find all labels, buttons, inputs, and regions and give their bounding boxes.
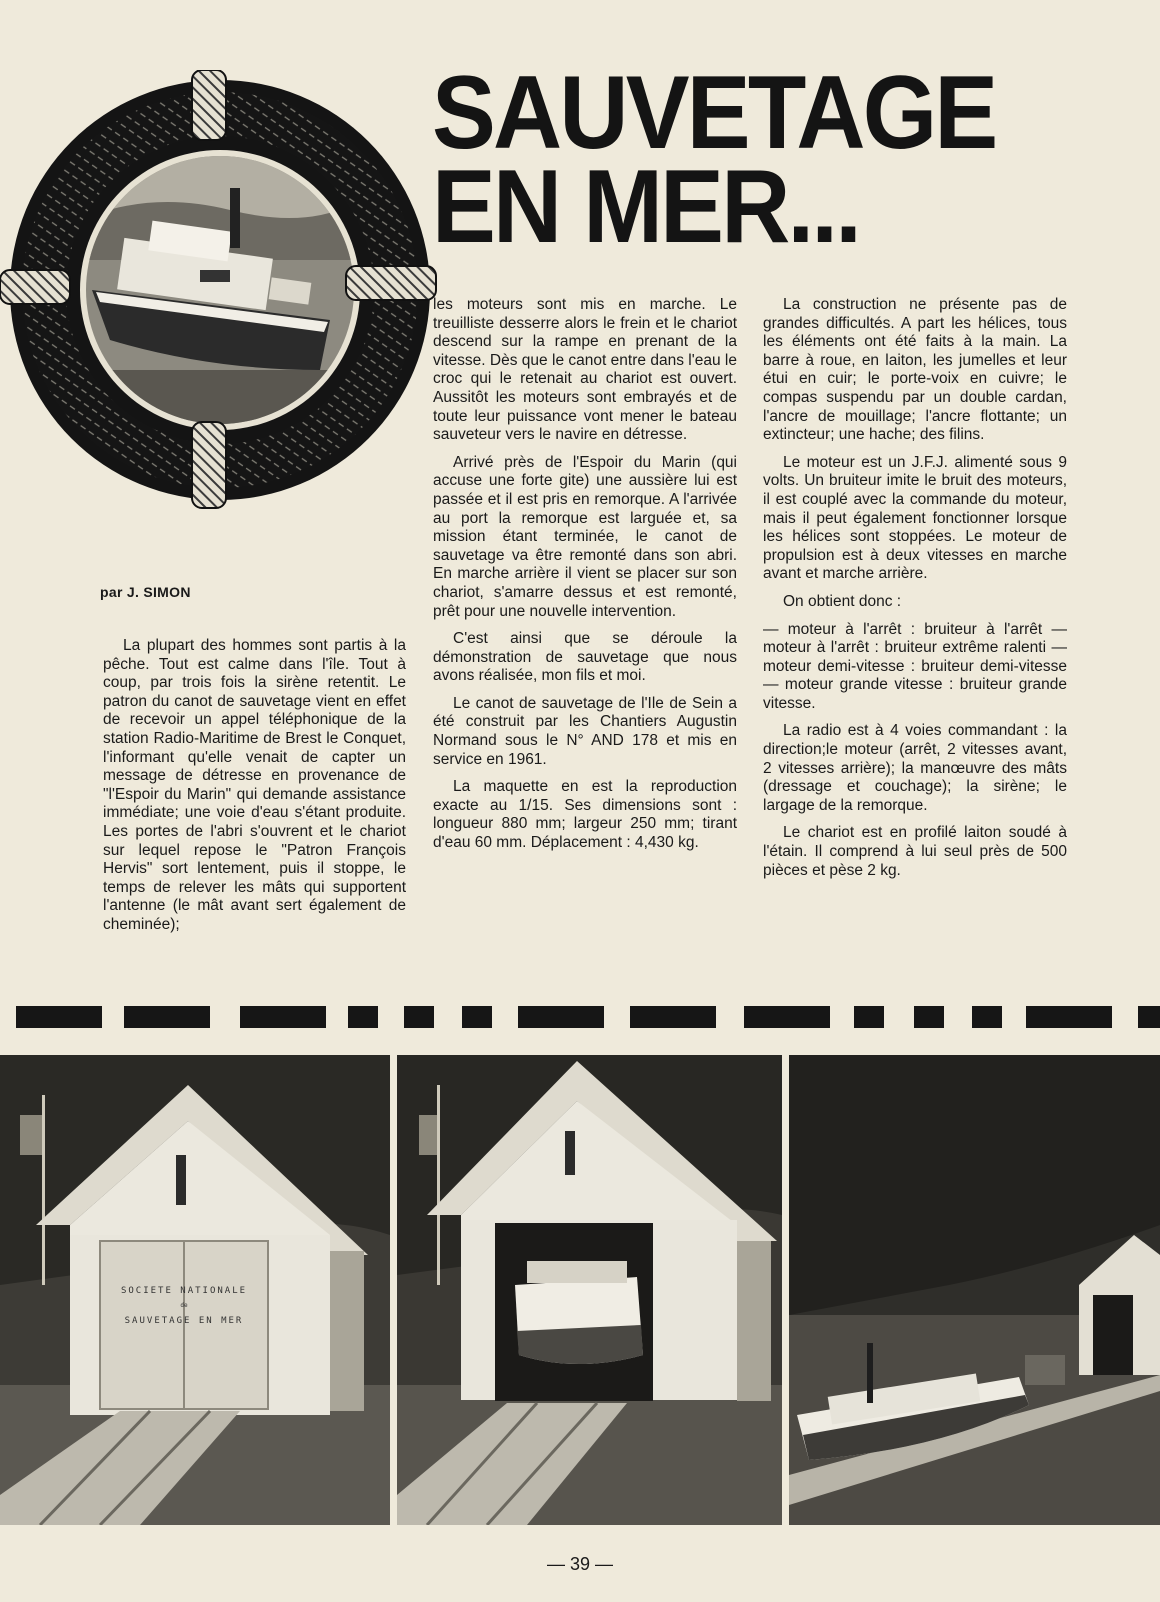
paragraph: Le moteur est un J.F.J. alimenté sous 9 volts. Un bruiteur imite le bruit des moteurs, il est couplé avec la commande du moteur, mais il peut également fonctionner lorsque les hélices sont stoppées. Le moteur de propulsion est à deux vitesses en marche avant et marche arrière. xyxy=(763,453,1067,583)
door-lettering-1: SOCIETE NATIONALE xyxy=(120,1286,248,1296)
text-column-2 xyxy=(433,296,737,862)
page-number: — 39 — xyxy=(546,1554,614,1574)
text-column-1 xyxy=(103,637,406,944)
paragraph: C'est ainsi que se déroule la démonstration de sauvetage que nous avons réalisée, mon fils et moi. xyxy=(433,630,737,685)
paragraph: La plupart des hommes sont partis à la pêche. Tout est calme dans l'île. Tout à coup, par trois fois la sirène retentit. Le patron du canot de sauvetage vient en effet de recevoir un appel téléphonique de la station Radio-Maritime de Brest le Conquet, l'informant qu'elle venait de capter un message de détresse en provenance de "l'Espoir du Marin" qui demande assistance immédiate; une voie d'eau s'étant produite. Les portes de l'abri s'ouvrent et le chariot sur lequel repose le "Patron François Hervis" sort lentement, puis il stoppe, le temps de relever les mâts qui supportent l'antenne (le mât avant sert également de cheminée); xyxy=(103,637,406,933)
paragraph: La maquette en est la reproduction exacte au 1/15. Ses dimensions sont : longueur 880 mm; largeur 250 mm; tirant d'eau 60 mm. Déplacement : 4,430 kg. xyxy=(433,778,737,852)
dashed-separator xyxy=(16,1006,1160,1030)
door-lettering-3: SAUVETAGE EN MER xyxy=(124,1316,244,1326)
text-column-3 xyxy=(763,296,1067,889)
paragraph: — moteur à l'arrêt : bruiteur à l'arrêt — moteur à l'arrêt : bruiteur extrême ralenti — moteur demi-vitesse : bruiteur demi-vitesse — moteur grande vitesse : bruiteur grande vitesse. xyxy=(763,620,1067,712)
photo-boathouse-closed xyxy=(0,1055,390,1525)
title-line-2: EN MER... xyxy=(432,149,860,265)
paragraph: les moteurs sont mis en marche. Le treuilliste desserre alors le frein et le chariot descend sur la rampe en prenant de la vitesse. Dès que le canot entre dans l'eau le croc qui le retenait au chariot est ouvert. Aussitôt les moteurs sont embrayés et de toute leur puissance vont mener le bateau sauveteur vers le navire en détresse. xyxy=(433,296,737,444)
lifebuoy-illustration xyxy=(0,70,440,510)
paragraph: Le canot de sauvetage de l'Ile de Sein a été construit par les Chantiers Augustin Normand sous le N° AND 178 et mis en service en 1961. xyxy=(433,694,737,768)
photo-boathouse-open xyxy=(397,1055,782,1525)
paragraph: On obtient donc : xyxy=(783,592,902,610)
title-line-1: SAUVETAGE xyxy=(432,55,996,171)
paragraph: Arrivé près de l'Espoir du Marin (qui accuse une forte gite) une aussière lui est passée et il est pris en remorque. A l'arrivée au port la remorque est larguée et, sa mission étant terminée, le canot de sauvetage va être remonté dans son abri. En marche arrière il vient se placer sur son chariot, s'amarre dessus et est remonté, prêt pour une nouvelle intervention. xyxy=(433,453,737,620)
door-lettering-2: de xyxy=(180,1302,188,1309)
paragraph: La construction ne présente pas de grandes difficultés. A part les hélices, tous les éléments ont été faits à la main. La barre à roue, en laiton, les jumelles et leur étui en cuir; le porte-voix en cuivre; le compas suspendu par un double cardan, l'ancre de mouillage; l'ancre flottante; un extincteur; une hache; des filins. xyxy=(763,296,1067,444)
lifebuoy-image xyxy=(0,70,440,510)
paragraph: Le chariot est en profilé laiton soudé à l'étain. Il comprend à lui seul près de 500 pièces et pèse 2 kg. xyxy=(763,824,1067,879)
article-title xyxy=(432,55,996,265)
byline: par J. SIMON xyxy=(100,584,191,600)
paragraph: La radio est à 4 voies commandant : la direction;le moteur (arrêt, 2 vitesses avant, 2 vitesses arrière); la manœuvre des mâts (dressage et couchage); la sirène; le largage de la remorque. xyxy=(763,722,1067,814)
photo-boat-on-ramp xyxy=(789,1055,1160,1525)
